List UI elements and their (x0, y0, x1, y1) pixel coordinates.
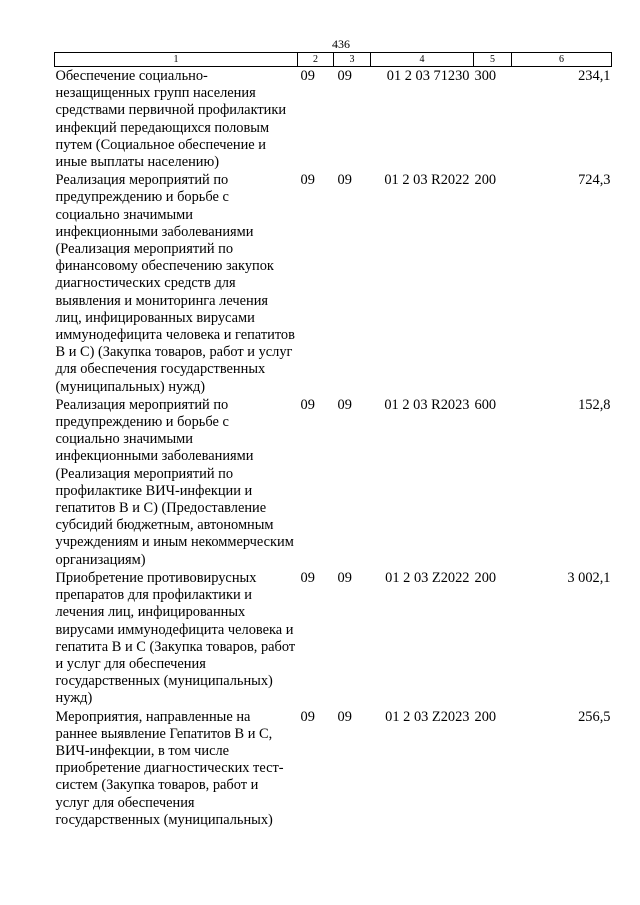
row-amount: 152,8 (578, 396, 611, 413)
row-name: Реализация мероприятий по предупреждению и борьбе с социально значимыми инфекционными заболеваниями (Реализация мероприятий по профилактике ВИЧ-инфекции и гепатитов В и С) (Предоставление субсидий бюджетным, автономным учреждениям и иным некоммерческим организациям) (55, 396, 294, 568)
row-subsection: 09 (337, 68, 352, 84)
table-header-row (55, 53, 612, 67)
header-cell-target-article: 4 (371, 53, 474, 67)
table-row (55, 396, 612, 569)
row-target-article: 01 2 03 R2022 (384, 172, 470, 189)
row-amount: 724,3 (578, 172, 611, 189)
row-expense-type: 600 (474, 396, 497, 413)
budget-table (54, 52, 612, 829)
row-target-article: 01 2 03 R2023 (384, 396, 470, 413)
row-section: 09 (300, 569, 315, 586)
row-subsection: 09 (337, 396, 352, 413)
row-subsection: 09 (337, 708, 352, 725)
row-name: Приобретение противовирусных препаратов для профилактики и лечения лиц, инфицированных вирусами иммунодефицита человека и гепатита В и С (Закупка товаров, работ и услуг для обеспечения государственных (муниципальных) нужд) (55, 569, 296, 707)
header-cell-expense-type: 5 (474, 53, 512, 67)
table-row (55, 171, 612, 396)
row-name: Реализация мероприятий по предупреждению и борьбе с социально значимыми инфекционными заболеваниями (Реализация мероприятий по финансовому обеспечению закупок диагностических средств для выявления и мониторинга лечения лиц, инфицированных вирусами иммунодефицита человека и гепатитов В и С) (Закупка товаров, работ и услуг для обеспечения государственных (муниципальных) нужд) (55, 172, 295, 395)
row-subsection: 09 (337, 569, 352, 586)
row-section: 09 (300, 172, 315, 189)
row-subsection: 09 (337, 172, 352, 189)
row-section: 09 (300, 396, 315, 413)
row-name: Мероприятия, направленные на раннее выявление Гепатитов В и С, ВИЧ-инфекции, в том числе приобретение диагностических тест-систем (Закупка товаров, работ и услуг для обеспечения государственных (муниципальных) (55, 708, 284, 828)
row-amount: 256,5 (578, 708, 611, 725)
header-cell-subsection: 3 (334, 53, 371, 67)
header-cell-section: 2 (298, 53, 334, 67)
page-number: 436 (332, 37, 350, 51)
header-cell-name: 1 (55, 53, 298, 67)
row-target-article: 01 2 03 Z2023 (385, 708, 470, 725)
row-amount: 3 002,1 (567, 569, 611, 586)
row-amount: 234,1 (578, 68, 611, 84)
row-name: Обеспечение социально-незащищенных групп населения средствами первичной профилактики инфекций передающихся половым путем (Социальное обеспечение и иные выплаты населению) (55, 68, 287, 171)
row-expense-type: 200 (474, 569, 497, 586)
table-row (55, 67, 612, 172)
row-expense-type: 200 (474, 172, 497, 189)
header-cell-amount: 6 (512, 53, 612, 67)
row-target-article: 01 2 03 Z2022 (385, 569, 470, 586)
row-expense-type: 200 (474, 708, 497, 725)
row-section: 09 (300, 708, 315, 725)
row-target-article: 01 2 03 71230 (386, 68, 470, 84)
table-row (55, 708, 612, 829)
table-row (55, 569, 612, 708)
row-expense-type: 300 (474, 68, 497, 84)
row-section: 09 (300, 68, 315, 84)
